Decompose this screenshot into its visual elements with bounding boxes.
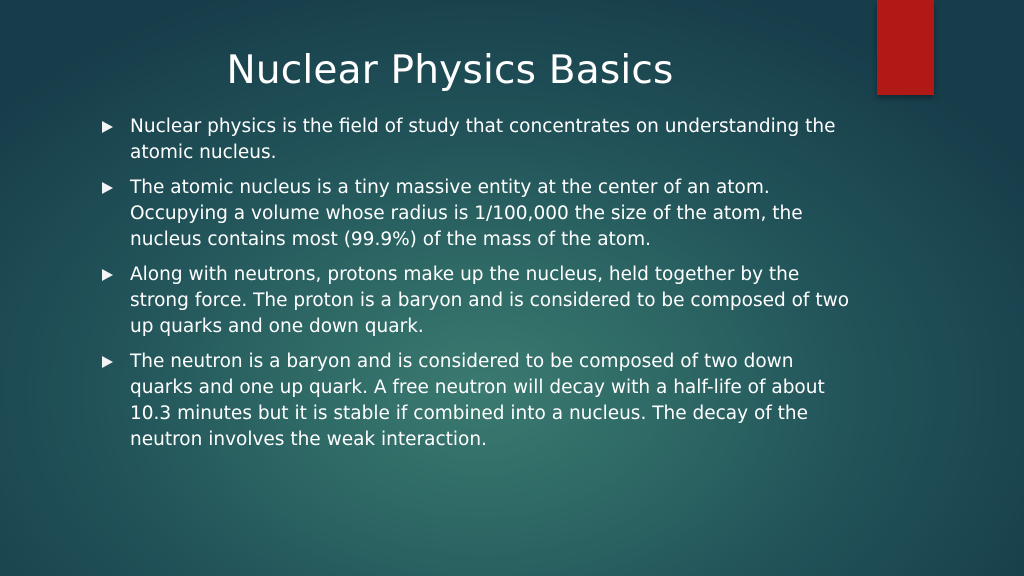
bullet-item xyxy=(100,262,860,340)
triangle-bullet-icon xyxy=(102,356,113,368)
bullet-item xyxy=(100,114,860,166)
triangle-bullet-icon xyxy=(102,121,113,133)
triangle-bullet-icon xyxy=(102,269,113,281)
slide-title: Nuclear Physics Basics xyxy=(226,48,674,93)
bullet-text: The atomic nucleus is a tiny massive entity at the center of an atom. Occupying a volume whose radius is 1/100,000 the size of the atom, the nucleus contains most (99.9%) of the mass of the atom. xyxy=(130,177,803,250)
bullet-item xyxy=(100,175,860,253)
bullet-item xyxy=(100,349,860,453)
bullet-text: Nuclear physics is the field of study that concentrates on understanding the atomic nucleus. xyxy=(130,116,836,163)
bullet-text: Along with neutrons, protons make up the nucleus, held together by the strong force. The proton is a baryon and is considered to be composed of two up quarks and one down quark. xyxy=(130,264,850,337)
bullet-text: The neutron is a baryon and is considered to be composed of two down quarks and one up quark. A free neutron will decay with a half-life of about 10.3 minutes but it is stable if combined into a nucleus. The decay of the neutron involves the weak interaction. xyxy=(130,351,825,450)
triangle-bullet-icon xyxy=(102,182,113,194)
red-accent-tab xyxy=(877,0,934,95)
bullet-list xyxy=(100,114,860,462)
